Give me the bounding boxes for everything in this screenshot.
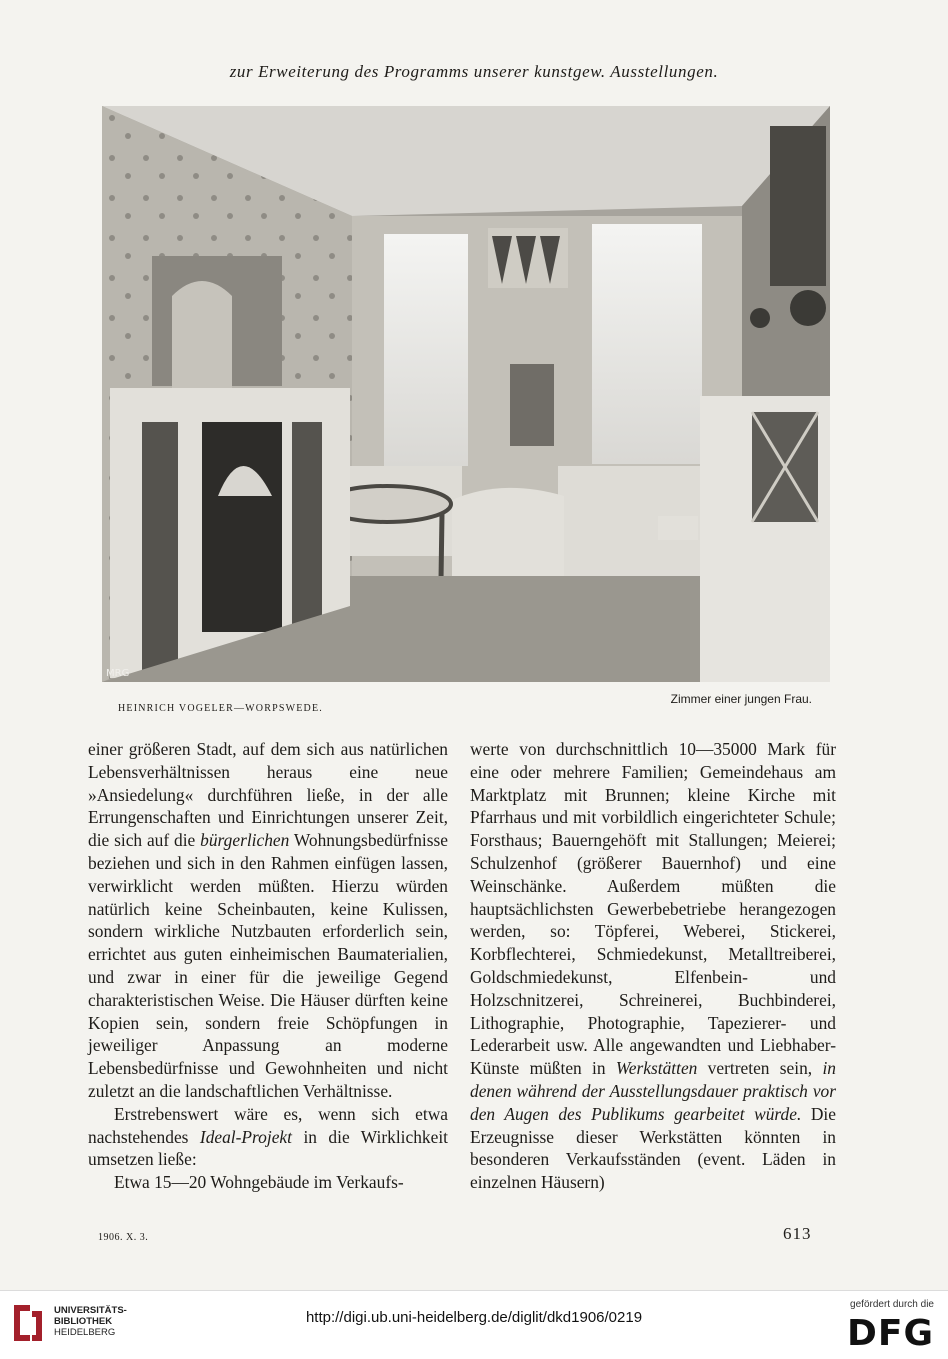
paragraph: Etwa 15—20 Wohngebäude im Verkaufs- [114,1172,404,1193]
paragraph: einer größeren Stadt, auf dem sich aus natürlichen Lebensverhältnissen heraus eine neue »Ansiedelung« durchführen ließe, in der alle Errungenschaften und Einrichtungen unserer Zeit, die sich auf die bürgerlichen Wohnungsbedürfnisse beziehen und sich in den Rahmen einfügen lassen, verwirklicht werden müßten. Hierzu würden natürlich keine Scheinbauten, keine Kulissen, sondern wirkliche Nutzbauten erforderlich sein, errichtet aus guten einheimischen Baumaterialien, und zwar in einer für die jeweilige Gegend charakteristischen Weise. Die Häuser dürften keine Kopien sein, sondern freie Schöpfungen in jeweiliger Anpassung an moderne Lebensbedürfnisse und Gewohnheiten und nicht zuletzt an die landschaftlichen Verhältnisse. [88,739,448,1101]
page-number: 613 [783,1224,812,1243]
library-line: HEIDELBERG [54,1327,116,1338]
funding-note: gefördert durch die [850,1299,934,1310]
interior-photograph [102,106,830,682]
issue-reference: 1906. X. 3. [98,1232,149,1243]
paragraph: werte von durchschnittlich 10—35000 Mark für eine oder mehrere Familien; Gemeindehaus am Marktplatz mit Brunnen; kleine Kirche mit Pfarrhaus und mit vorbildlich eingerichteter Schule; Forsthaus; Bauerngehöft mit Stallungen; Meierei; Schulzenhof (größerer Bauernhof) und eine Weinschänke. Außerdem müßten die hauptsächlichsten Gewerbebetriebe herangezogen werden, so: Töpferei, Weberei, Stickerei, Korbflechterei, Schmiedekunst, Metalltreiberei, Goldschmiedekunst, Elfenbein- und Holzschnitzerei, Schreinerei, Buchbinderei, Lithographie, Photographie, Tapezierer- und Lederarbeit usw. Alle angewandten und Liebhaber-Künste müßten in Werkstätten vertreten sein, in denen während der Ausstellungsdauer praktisch vor den Augen des Publikums gearbeitet würde. Die Erzeugnisse dieser Werkstätten könnten in besonderen Verkaufsständen (event. Läden in einzelnen Häusern) [470,739,836,1193]
library-line: BIBLIOTHEK [54,1316,113,1327]
digitization-bar [0,1290,948,1359]
paragraph: Erstrebenswert wäre es, wenn sich etwa nachstehendes Ideal-Projekt in die Wirklichkeit umsetzen ließe: [88,1103,448,1170]
photo-caption-artist: HEINRICH VOGELER—WORPSWEDE. [118,703,323,714]
dfg-logo: DFG [846,1313,934,1354]
running-head: zur Erweiterung des Programms unserer kunstgew. Ausstellungen. [229,62,719,81]
permalink-url[interactable]: http://digi.ub.uni-heidelberg.de/diglit/dkd1906/0219 [305,1309,643,1326]
text-column-left [88,738,448,1194]
photo-caption-title: Zimmer einer jungen Frau. [670,692,812,706]
text-column-right [470,738,836,1194]
photo-drawing [102,106,830,682]
library-line: UNIVERSITÄTS- [54,1305,127,1316]
photo-monogram: MRG [106,668,130,679]
